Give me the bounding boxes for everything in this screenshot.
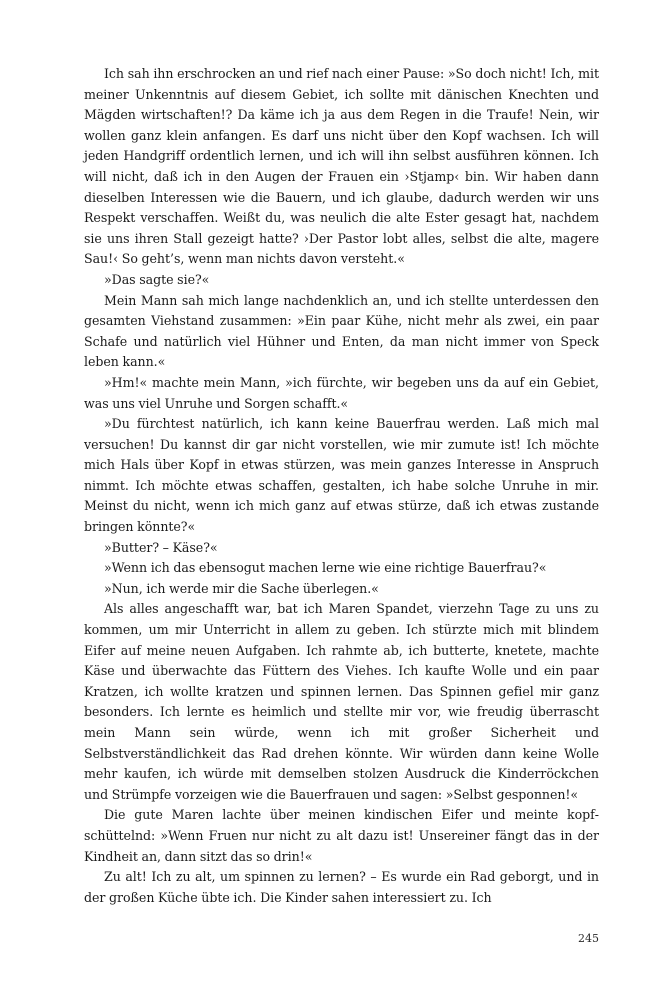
paragraph: »Du fürchtest natürlich, ich kann keine Bauerfrau werden. Laß mich mal versuchen! Du kannst dir gar nicht vorstellen, wie mir zumute ist! Ich möchte mich Hals über Kopf in etwas stürzen, was mein ganzes Interesse in Anspruch nimmt. Ich möchte etwas schaffen, gestalten, ich habe solche Unruhe in mir. Meinst du nicht, wenn ich mich ganz auf etwas stürze, daß ich etwas zustande bringen könnte?« [84, 416, 599, 535]
page-number: 245 [578, 932, 599, 945]
paragraph: »Wenn ich das ebensogut machen lerne wie eine richtige Bauerfrau?« [104, 560, 547, 576]
paragraph: »Hm!« machte mein Mann, »ich fürchte, wir begeben uns da auf ein Gebiet, was uns viel Unruhe und Sorgen schafft.« [84, 374, 599, 411]
paragraph: Ich sah ihn erschrocken an und rief nach einer Pause: »So doch nicht! Ich, mit meiner Unkenntnis auf diesem Gebiet, ich sollte mit dänischen Knechten und Mägden wirtschaften!? Da käme ich ja aus dem Regen in die Traufe! Nein, wir wollen ganz klein anfangen. Es darf uns nicht über den Kopf wachsen. Ich will jeden Handgriff ordentlich lernen, und ich will ihn selbst ausführen können. Ich will nicht, daß ich in den Augen der Frauen ein ›Stjamp‹ bin. Wir haben dann dieselben Interessen wie die Bauern, und ich glaube, dadurch werden wir uns Respekt verschaffen. Weißt du, was neulich die alte Ester gesagt hat, nachdem sie uns ihren Stall gezeigt hatte? ›Der Pastor lobt alles, selbst die alte, magere Sau!‹ So geht’s, wenn man nichts davon versteht.« [84, 66, 599, 267]
paragraph: Mein Mann sah mich lange nachdenklich an, und ich stellte unterdessen den gesamten Viehstand zusammen: »Ein paar Kühe, nicht mehr als zwei, ein paar Schafe und natürlich viel Hühner und Enten, da man nicht immer von Speck leben kann.« [84, 292, 599, 370]
paragraph: »Nun, ich werde mir die Sache überlegen.« [104, 580, 379, 596]
paragraph: Als alles angeschafft war, bat ich Maren Spandet, vierzehn Tage zu uns zu kommen, um mir Unterricht in allem zu geben. Ich stürzte mich mit blindem Eifer auf meine neuen Aufgaben. Ich rahmte ab, ich butterte, knetete, machte Käse und überwachte das Füttern des Viehes. Ich kaufte Wolle und ein paar Kratzen, ich wollte kratzen und spinnen lernen. Das Spinnen gefiel mir ganz besonders. Ich lernte es heimlich und stellte mir vor, wie freudig überrascht mein Mann sein würde, wenn ich mit großer Sicherheit und Selbstverständlichkeit das Rad drehen könnte. Wir würden dann keine Wolle mehr kaufen, ich würde mit demselben stolzen Ausdruck die Kinderröckchen und Strümpfe vorzeigen wie die Bauerfrauen und sagen: »Selbst gesponnen!« [84, 601, 599, 802]
paragraph: »Das sagte sie?« [104, 271, 210, 287]
page-body [84, 64, 599, 908]
book-page [84, 64, 599, 924]
paragraph: Zu alt! Ich zu alt, um spinnen zu lernen? – Es wurde ein Rad geborgt, und in der großen Küche übte ich. Die Kinder sahen interessiert zu. Ich [84, 869, 599, 905]
paragraph: »Butter? – Käse?« [104, 539, 218, 555]
paragraph: Die gute Maren lachte über meinen kindischen Eifer und meinte kopfschüttelnd: »Wenn Fruen nur nicht zu alt dazu ist! Unsereiner fängt das in der Kindheit an, dann sitzt das so drin!« [84, 807, 599, 864]
